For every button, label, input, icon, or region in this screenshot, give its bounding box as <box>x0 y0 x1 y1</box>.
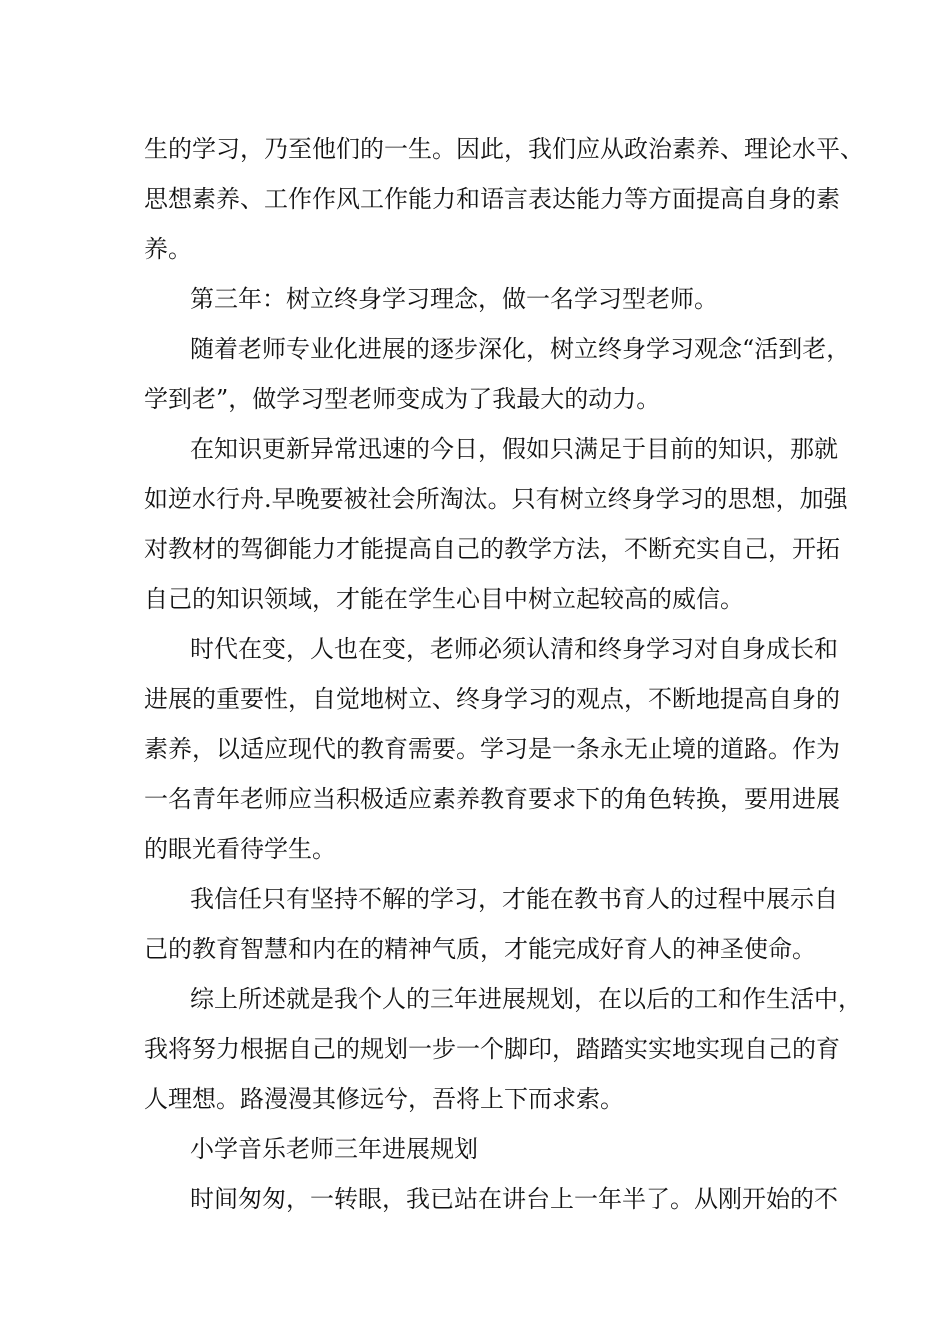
text-line: 时代在变，人也在变，老师必须认清和终身学习对自身成长和 <box>190 635 838 663</box>
text-line: 我将努力根据自己的规划一步一个脚印，踏踏实实地实现自己的育 <box>144 1035 840 1063</box>
section-heading: 第三年：树立终身学习理念，做一名学习型老师。 <box>190 285 718 313</box>
text-line: 进展的重要性，自觉地树立、终身学习的观点，不断地提高自身的 <box>144 685 840 713</box>
text-line: 素养，以适应现代的教育需要。学习是一条永无止境的道路。作为 <box>144 735 840 763</box>
text-line: 养。 <box>144 235 192 263</box>
text-line: 一名青年老师应当积极适应素养教育要求下的角色转换，要用进展 <box>144 785 840 813</box>
section-heading: 小学音乐老师三年进展规划 <box>190 1135 478 1163</box>
text-line: 时间匆匆，一转眼，我已站在讲台上一年半了。从刚开始的不 <box>190 1185 838 1213</box>
text-line: 对教材的驾御能力才能提高自己的教学方法，不断充实自己，开拓 <box>144 535 840 563</box>
text-line: 在知识更新异常迅速的今日，假如只满足于目前的知识，那就 <box>190 435 838 463</box>
text-line: 的眼光看待学生。 <box>144 835 336 863</box>
text-line: 思想素养、工作作风工作能力和语言表达能力等方面提高自身的素 <box>144 185 840 213</box>
text-line: 如逆水行舟.早晚要被社会所淘汰。只有树立终身学习的思想，加强 <box>144 485 848 513</box>
text-line: 随着老师专业化进展的逐步深化，树立终身学习观念“活到老， <box>190 335 851 363</box>
text-line: 综上所述就是我个人的三年进展规划，在以后的工和作生活中， <box>190 985 862 1013</box>
text-line: 我信任只有坚持不解的学习，才能在教书育人的过程中展示自 <box>190 885 838 913</box>
text-line: 己的教育智慧和内在的精神气质，才能完成好育人的神圣使命。 <box>144 935 816 963</box>
text-line: 人理想。路漫漫其修远兮，吾将上下而求索。 <box>144 1085 624 1113</box>
text-line: 生的学习，乃至他们的一生。因此，我们应从政治素养、理论水平、 <box>144 135 864 163</box>
text-line: 学到老”，做学习型老师变成为了我最大的动力。 <box>144 385 661 413</box>
text-line: 自己的知识领域，才能在学生心目中树立起较高的威信。 <box>144 585 744 613</box>
